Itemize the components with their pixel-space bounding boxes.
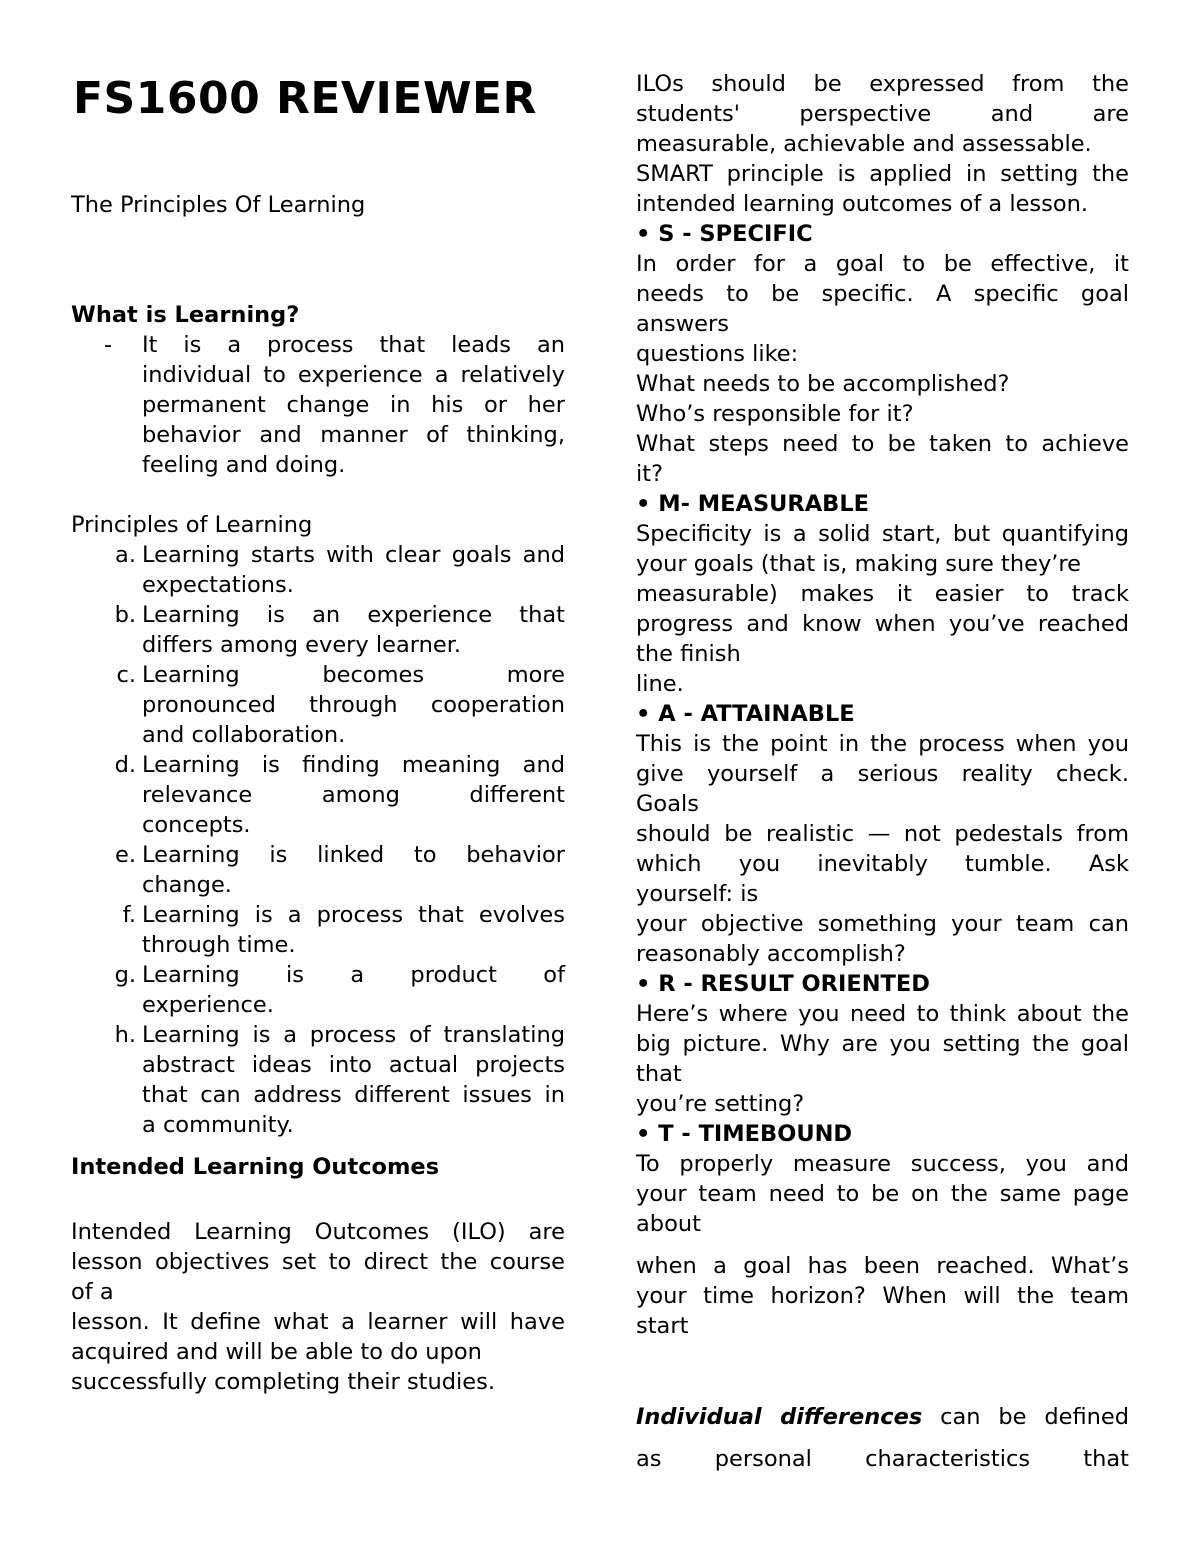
paragraph-line: should be realistic — not pedestals from [636, 821, 1129, 847]
ilo-heading: Intended Learning Outcomes [71, 1154, 440, 1180]
paragraph-line: This is the point in the process when you [636, 731, 1129, 757]
paragraph-line: What needs to be accomplished? [636, 371, 1010, 397]
paragraph-line: which you inevitably tumble. Ask [636, 851, 1129, 877]
paragraph-line: students' perspective and are [636, 101, 1129, 127]
list-item [71, 1020, 565, 1140]
list-marker: f. [122, 902, 136, 928]
paragraph-line: start [636, 1313, 689, 1339]
list-item-line: through time. [142, 932, 296, 958]
list-item-line: experience. [142, 992, 274, 1018]
individual-differences-paragraph [636, 1402, 1129, 1474]
paragraph-line: Specificity is a solid start, but quantifying [636, 521, 1129, 547]
paragraph-line: of a [71, 1279, 114, 1305]
what-is-learning-definition [71, 330, 565, 480]
paragraph-line: big picture. Why are you setting the goal [636, 1031, 1129, 1057]
list-marker: d. [114, 752, 136, 778]
definition-line: permanent change in his or her [142, 392, 565, 418]
paragraph-line: as personal characteristics that [636, 1446, 1129, 1472]
principles-list [71, 540, 565, 1140]
paragraph-line: your goals (that is, making sure they’re [636, 551, 1082, 577]
paragraph-line: your team need to be on the same page [636, 1181, 1129, 1207]
paragraph-line: Who’s responsible for it? [636, 401, 914, 427]
list-item [71, 660, 565, 750]
list-item-line: change. [142, 872, 232, 898]
list-item-line: Learning becomes more [142, 662, 565, 688]
definition-line: It is a process that leads an [142, 332, 565, 358]
list-item [71, 960, 565, 1020]
dash-marker: - [104, 332, 113, 358]
list-item-line: Learning starts with clear goals and [142, 542, 565, 568]
what-is-learning-heading: What is Learning? [71, 302, 300, 328]
definition-text [142, 330, 565, 480]
paragraph-line: What steps need to be taken to achieve [636, 431, 1129, 457]
paragraph-line: ILOs should be expressed from the [636, 71, 1129, 97]
list-item-line: Learning is an experience that [142, 602, 565, 628]
list-item-line: and collaboration. [142, 722, 346, 748]
list-item-line: that can address different issues in [142, 1082, 565, 1108]
list-item [71, 750, 565, 840]
list-item-line: pronounced through cooperation [142, 692, 565, 718]
smart-heading-timebound: • T - TIMEBOUND [636, 1119, 1129, 1149]
paragraph-line: progress and know when you’ve reached [636, 611, 1129, 637]
list-item-line: relevance among different [142, 782, 565, 808]
principles-heading: Principles of Learning [71, 512, 313, 538]
definition-line: individual to experience a relatively [142, 362, 565, 388]
list-item [71, 840, 565, 900]
list-marker: a. [115, 542, 136, 568]
ilo-paragraph [71, 1217, 565, 1397]
list-item [71, 900, 565, 960]
definition-line: behavior and manner of thinking, [142, 422, 565, 448]
smart-heading-attainable: • A - ATTAINABLE [636, 699, 1129, 729]
paragraph-line: intended learning outcomes of a lesson. [636, 191, 1089, 217]
paragraph-line: To properly measure success, you and [636, 1151, 1129, 1177]
paragraph-line: Here’s where you need to think about the [636, 1001, 1129, 1027]
paragraph-line: lesson. It define what a learner will have [71, 1309, 565, 1335]
list-marker: h. [114, 1022, 136, 1048]
paragraph-line: In order for a goal to be effective, it [636, 251, 1129, 277]
list-item-line: abstract ideas into actual projects [142, 1052, 565, 1078]
paragraph-line: it? [636, 461, 664, 487]
paragraph-line: about [636, 1211, 701, 1237]
smart-section [636, 69, 1129, 1341]
document-title: FS1600 REVIEWER [73, 73, 537, 124]
list-marker: b. [114, 602, 136, 628]
list-item-line: Learning is a product of [142, 962, 565, 988]
smart-heading-measurable: • M- MEASURABLE [636, 489, 1129, 519]
list-marker: c. [116, 662, 136, 688]
smart-heading-specific: • S - SPECIFIC [636, 219, 1129, 249]
paragraph-line: the finish [636, 641, 741, 667]
term-individual-differences: Individual differences [636, 1404, 923, 1430]
smart-heading-result-oriented: • R - RESULT ORIENTED [636, 969, 1129, 999]
list-item-line: concepts. [142, 812, 251, 838]
list-marker: e. [115, 842, 136, 868]
list-marker: g. [114, 962, 136, 988]
paragraph-line: acquired and will be able to do upon [71, 1339, 482, 1365]
paragraph-line: measurable, achievable and assessable. [636, 131, 1092, 157]
paragraph-line: questions like: [636, 341, 799, 367]
paragraph-line: successfully completing their studies. [71, 1369, 495, 1395]
paragraph-line: you’re setting? [636, 1091, 805, 1117]
list-item-line: Learning is finding meaning and [142, 752, 565, 778]
subtitle: The Principles Of Learning [71, 192, 366, 218]
list-item-line: a community. [142, 1112, 294, 1138]
list-item-line: Learning is a process that evolves [142, 902, 565, 928]
paragraph-line: measurable) makes it easier to track [636, 581, 1129, 607]
list-item [71, 600, 565, 660]
paragraph-line: reasonably accomplish? [636, 941, 906, 967]
list-item-line: Learning is a process of translating [142, 1022, 565, 1048]
paragraph-line: lesson objectives set to direct the course [71, 1249, 565, 1275]
paragraph-line: Goals [636, 791, 699, 817]
paragraph-line: line. [636, 671, 684, 697]
paragraph-line: Individual differences can be defined [636, 1404, 1129, 1430]
list-item-line: expectations. [142, 572, 294, 598]
paragraph-line: that [636, 1061, 682, 1087]
list-item [71, 540, 565, 600]
paragraph-line: when a goal has been reached. What’s [636, 1253, 1129, 1279]
list-item-line: Learning is linked to behavior [142, 842, 565, 868]
list-item-line: differs among every learner. [142, 632, 462, 658]
paragraph-line: SMART principle is applied in setting the [636, 161, 1129, 187]
paragraph-line: give yourself a serious reality check. [636, 761, 1129, 787]
paragraph-line: Intended Learning Outcomes (ILO) are [71, 1219, 565, 1245]
paragraph-line: needs to be specific. A specific goal [636, 281, 1129, 307]
paragraph-line: answers [636, 311, 729, 337]
paragraph-line: your time horizon? When will the team [636, 1283, 1129, 1309]
definition-line: feeling and doing. [142, 452, 346, 478]
paragraph-line: your objective something your team can [636, 911, 1129, 937]
paragraph-line: yourself: is [636, 881, 759, 907]
